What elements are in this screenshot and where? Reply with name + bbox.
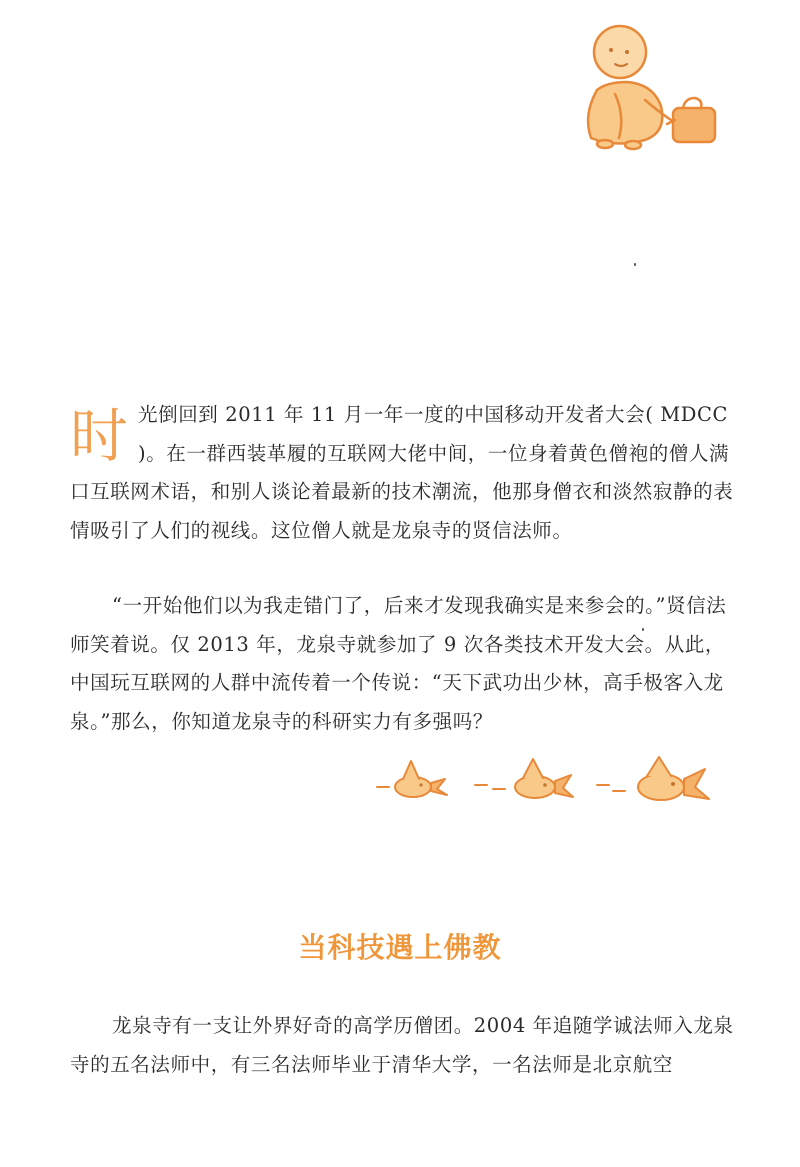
body-paragraph <box>70 1007 735 1084</box>
quote-paragraph-text: “一开始他们以为我走错门了，后来才发现我确实是来参会的。”贤信法师笑着说。仅 2013 年，龙泉寺就参加了 9 次各类技术开发大会。从此，中国玩互联网的人群中流传着一个传说：“天下武功出少林，高手极客入龙泉。”那么，你知道龙泉寺的科研实力有多强吗？ <box>70 594 727 733</box>
birds-illustration <box>375 755 745 815</box>
intro-paragraph-text: 光倒回到 2011 年 11 月一年一度的中国移动开发者大会( MDCC )。在一群西装革履的互联网大佬中间，一位身着黄色僧袍的僧人满口互联网术语，和别人谈论着最新的技术潮流，他那身僧衣和淡然寂静的表情吸引了人们的视线。这位僧人就是龙泉寺的贤信法师。 <box>70 403 734 542</box>
drop-cap: 时 <box>70 402 129 470</box>
body-paragraph-text: 龙泉寺有一支让外界好奇的高学历僧团。2004 年追随学诚法师入龙泉寺的五名法师中，有三名法师毕业于清华大学，一名法师是北京航空 <box>70 1014 734 1076</box>
scan-speck <box>642 628 644 631</box>
monk-illustration <box>575 20 735 160</box>
intro-paragraph <box>70 396 735 550</box>
scan-speck <box>634 263 636 266</box>
section-title: 当科技遇上佛教 <box>298 931 502 964</box>
quote-paragraph <box>70 587 735 741</box>
